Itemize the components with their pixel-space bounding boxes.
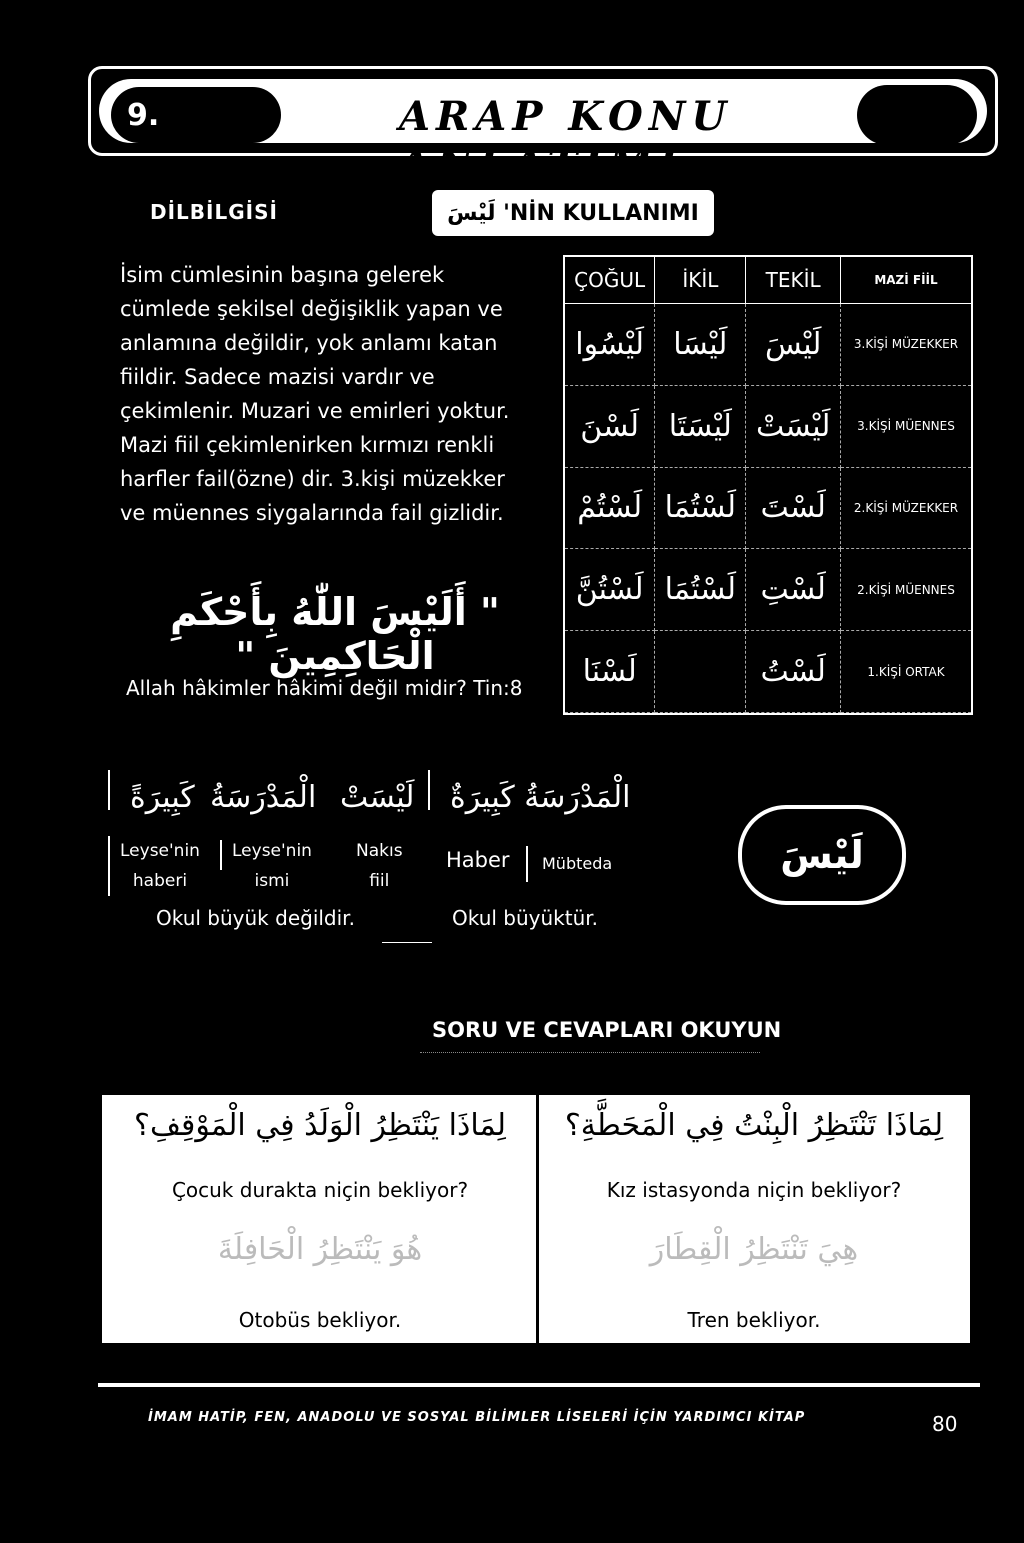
- cell-cogul: لَسْتُنَّ: [565, 549, 655, 631]
- dilbilgisi-label: DİLBİLGİSİ: [150, 200, 278, 224]
- sentence-negative: Okul büyük değildir.: [156, 906, 355, 930]
- label-line: fiil: [369, 871, 390, 891]
- cell-label: 2.KİŞİ MÜZEKKER: [841, 467, 972, 549]
- topic-title: لَيْسَ 'NİN KULLANIMI: [432, 190, 714, 236]
- table-row: [565, 385, 971, 467]
- label-line: Leyse'nin: [120, 841, 200, 861]
- divider: [428, 770, 430, 810]
- cell-tekil: لَيْسَتْ: [746, 385, 841, 467]
- divider: [108, 836, 110, 896]
- header-banner: [88, 66, 998, 187]
- question-ar-2: لِمَاذَا تَنْتَظِرُ الْبِنْتُ فِي الْمَحَطَّةِ؟: [564, 1108, 944, 1143]
- col-header-cogul: ÇOĞUL: [565, 257, 655, 304]
- question-ar-1: لِمَاذَا يَنْتَظِرُ الْوَلَدُ فِي الْمَوْقِفِ؟: [134, 1108, 506, 1143]
- col-header-tekil: TEKİL: [746, 257, 841, 304]
- table-row: [565, 631, 971, 713]
- label-line: Leyse'nin: [232, 841, 312, 861]
- cell-tekil: لَسْتَ: [746, 467, 841, 549]
- cell-cogul: لَسْنَ: [565, 385, 655, 467]
- cell-ikil: لَيْسَتَا: [655, 385, 746, 467]
- answer-ar-1: هُوَ يَنْتَظِرُ الْحَافِلَةَ: [217, 1232, 423, 1267]
- sentence-positive: Okul büyüktür.: [452, 906, 599, 930]
- header-title: ARAP KONU ANLATIMI: [399, 93, 733, 187]
- example-ar-haberi: كَبِيرَةً: [130, 780, 195, 815]
- question-tr-1: Çocuk durakta niçin bekliyor?: [171, 1178, 469, 1202]
- question-divider: [536, 1095, 539, 1343]
- para-line: İsim cümlesinin başına gelerek: [120, 263, 445, 287]
- label-line: Nakıs: [356, 841, 403, 861]
- footer-text: İMAM HATİP, FEN, ANADOLU VE SOSYAL BİLİMLER LİSELERİ İÇİN YARDIMCI KİTAP: [148, 1410, 806, 1425]
- cell-ikil: لَسْتُمَا: [655, 467, 746, 549]
- question-tr-2: Kız istasyonda niçin bekliyor?: [606, 1178, 902, 1202]
- cell-ikil: لَسْتُمَا: [655, 549, 746, 631]
- cell-label: 2.KİŞİ MÜENNES: [841, 549, 972, 631]
- para-line: ve müennes siygalarında fail gizlidir.: [120, 501, 504, 525]
- example-ar-right: الْمَدْرَسَةُ كَبِيرَةٌ: [450, 780, 631, 815]
- chapter-badge: 9.: [111, 87, 281, 143]
- col-header-ikil: İKİL: [655, 257, 746, 304]
- cell-tekil: لَسْتِ: [746, 549, 841, 631]
- cell-tekil: لَسْتُ: [746, 631, 841, 713]
- page-number: 80: [932, 1412, 958, 1436]
- cell-label: 1.KİŞİ ORTAK: [841, 631, 972, 713]
- label-ismi: [232, 836, 312, 896]
- para-line: fiildir. Sadece mazisi vardır ve: [120, 365, 435, 389]
- cell-ikil: لَيْسَا: [655, 304, 746, 386]
- table-row: [565, 304, 971, 386]
- quran-verse: " أَلَيْسَ اللّٰهُ بِأَحْكَمِ الْحَاكِمِينَ ": [170, 590, 500, 678]
- para-line: anlamına değildir, yok anlamı katan: [120, 331, 498, 355]
- cell-label: 3.KİŞİ MÜZEKKER: [841, 304, 972, 386]
- col-header-mazi: MAZİ FİİL: [841, 257, 972, 304]
- banner-end-cap: [857, 85, 977, 145]
- answer-tr-1: Otobüs bekliyor.: [238, 1308, 402, 1332]
- label-haberi: [120, 836, 200, 896]
- answer-ar-2: هِيَ تَنْتَظِرُ الْقِطَارَ: [649, 1232, 859, 1267]
- para-line: Mazi fiil çekimlenirken kırmızı renkli: [120, 433, 495, 457]
- cell-label: 3.KİŞİ MÜENNES: [841, 385, 972, 467]
- header-banner-inner: [99, 79, 987, 187]
- cell-cogul: لَيْسُوا: [565, 304, 655, 386]
- verse-translation: Allah hâkimler hâkimi değil midir? Tin:8: [126, 676, 523, 700]
- cell-cogul: لَسْتُمْ: [565, 467, 655, 549]
- footer-rule: [98, 1383, 980, 1387]
- conjugation-table: [563, 255, 973, 715]
- table-row: [565, 467, 971, 549]
- divider: [526, 846, 528, 882]
- cell-ikil: [655, 631, 746, 713]
- para-line: çekimlenir. Muzari ve emirleri yoktur.: [120, 399, 510, 423]
- leyse-logo: لَيْسَ: [738, 805, 906, 905]
- divider: [108, 770, 110, 810]
- intro-paragraph: [120, 258, 560, 530]
- cell-tekil: لَيْسَ: [746, 304, 841, 386]
- example-ar-fiil: لَيْسَتْ: [340, 780, 415, 815]
- table-row: [565, 549, 971, 631]
- soru-underline: [420, 1052, 760, 1054]
- label-line: haberi: [132, 871, 188, 891]
- underline: [382, 942, 432, 943]
- soru-title: SORU VE CEVAPLARI OKUYUN: [432, 1018, 782, 1042]
- label-line: ismi: [254, 871, 290, 891]
- divider: [220, 840, 222, 870]
- answer-tr-2: Tren bekliyor.: [687, 1308, 821, 1332]
- para-line: harfler fail(özne) dir. 3.kişi müzekker: [120, 467, 505, 491]
- cell-cogul: لَسْنَا: [565, 631, 655, 713]
- example-ar-ismi: الْمَدْرَسَةُ: [210, 780, 317, 815]
- label-mubteda: Mübteda: [542, 854, 613, 873]
- label-fiil: [356, 836, 403, 896]
- label-haber: Haber: [446, 848, 510, 872]
- para-line: cümlede şekilsel değişiklik yapan ve: [120, 297, 503, 321]
